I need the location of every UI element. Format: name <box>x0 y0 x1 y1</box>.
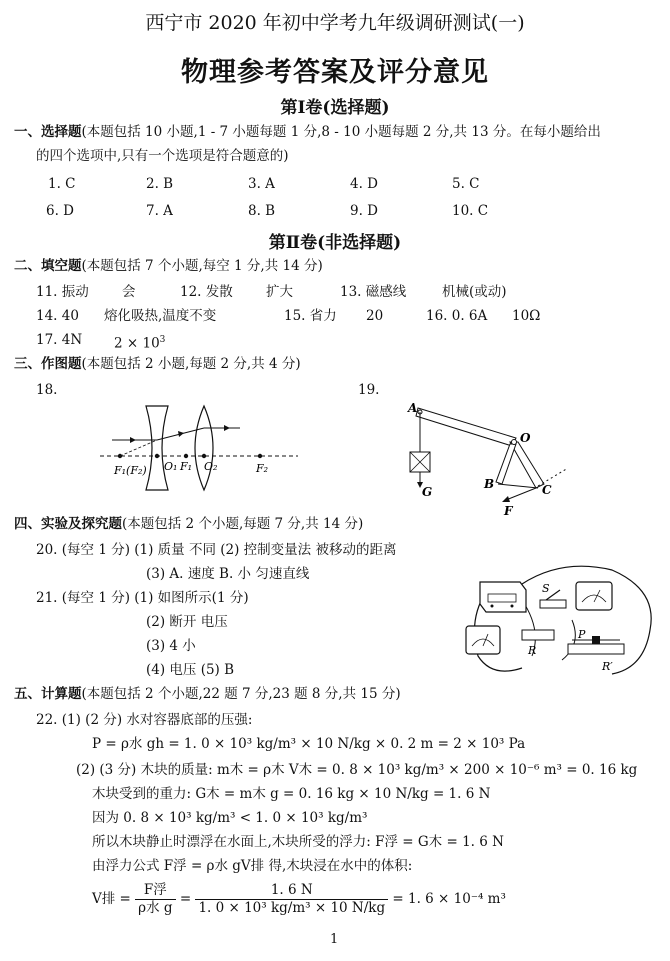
q19-label: 19. <box>358 382 380 398</box>
q22-line1: 22. (1) (2 分) 水对容器底部的压强: <box>36 712 253 728</box>
q22-line3: 木块受到的重力: G木 = m木 g = 0. 16 kg × 10 N/kg = 1. 6 N <box>92 786 491 802</box>
section3-desc <box>14 354 301 374</box>
formula2-den1: ρ水 g <box>138 900 173 916</box>
answer-1: 1. C <box>48 176 76 192</box>
label-o1: O₁ <box>164 460 178 473</box>
fill-r2-d: 20 <box>366 308 384 324</box>
q20-line1: 20. (每空 1 分) (1) 质量 不同 (2) 控制变量法 被移动的距离 <box>36 542 397 558</box>
fill-r1-a: 11. 振动 <box>36 284 89 300</box>
formula2-result: = 1. 6 × 10⁻⁴ m³ <box>392 891 506 907</box>
fill-r2-b: 熔化吸热,温度不变 <box>104 308 217 324</box>
circuit-label-s: S <box>542 582 550 595</box>
q22-line2: (2) (3 分) 木块的质量: m木 = ρ木 V木 = 0. 8 × 10³ kg/m³ × 200 × 10⁻⁶ m³ = 0. 16 kg <box>76 762 638 778</box>
part1-title: 第Ⅰ卷(选择题) <box>280 98 390 118</box>
q22-line4: 因为 0. 8 × 10³ kg/m³ < 1. 0 × 10³ kg/m³ <box>92 810 368 826</box>
circuit-figure <box>462 560 662 686</box>
answer-6: 6. D <box>46 203 74 219</box>
label-f2: F₂ <box>256 462 269 475</box>
answer-9: 9. D <box>350 203 378 219</box>
section4-desc <box>14 514 363 534</box>
section5-head: 五、计算题 <box>14 686 82 702</box>
lever-diagram-svg <box>398 398 578 518</box>
doc-title: 物理参考答案及评分意见 <box>181 57 489 88</box>
answer-7: 7. A <box>146 203 173 219</box>
answer-5: 5. C <box>452 176 480 192</box>
circuit-label-r: R <box>528 644 537 657</box>
formula2-num1: F浮 <box>135 882 175 900</box>
section3-desc-text: (本题包括 2 小题,每题 2 分,共 4 分) <box>81 356 301 372</box>
circuit-figure-svg <box>462 560 662 686</box>
fill-r2-f: 10Ω <box>512 308 541 324</box>
label-f1f2: F₁(F₂) <box>114 464 147 477</box>
lens-diagram-svg <box>100 398 300 498</box>
label-c: C <box>542 483 552 497</box>
formula2-eq: = <box>179 891 192 907</box>
section2-head: 二、填空题 <box>14 258 82 274</box>
fill-r3-b <box>114 330 165 354</box>
formula2-den2: 1. 0 × 10³ kg/m³ × 10 N/kg <box>198 900 386 916</box>
q22-formula1: P = ρ水 gh = 1. 0 × 10³ kg/m³ × 10 N/kg × 0. 2 m = 2 × 10³ Pa <box>92 736 526 752</box>
fill-r3-b-text: 2 × 10 <box>114 335 160 352</box>
fill-r2-e: 16. 0. 6A <box>426 308 488 324</box>
label-g: G <box>422 485 433 499</box>
fill-r1-b: 会 <box>122 284 136 300</box>
answer-2: 2. B <box>146 176 174 192</box>
lens-diagram <box>100 398 300 498</box>
fill-r1-f: 机械(或动) <box>442 284 507 300</box>
label-a: A <box>408 401 418 415</box>
q21-line2: (2) 断开 电压 <box>146 614 228 630</box>
section4-head: 四、实验及探究题 <box>14 516 122 532</box>
fill-r3-a: 17. 4N <box>36 332 83 348</box>
section1-desc-text: (本题包括 10 小题,1 - 7 小题每题 1 分,8 - 10 小题每题 2 分,共 13 分。在每小题给出 <box>81 124 601 140</box>
exam-title: 西宁市 2020 年初中学考九年级调研测试(一) <box>145 12 525 34</box>
section5-desc-text: (本题包括 2 个小题,22 题 7 分,23 题 8 分,共 15 分) <box>81 686 401 702</box>
section1-desc2: 的四个选项中,只有一个选项是符合题意的) <box>36 148 289 164</box>
q21-line4: (4) 电压 (5) B <box>146 662 235 678</box>
q20-line2: (3) A. 速度 B. 小 匀速直线 <box>146 566 310 582</box>
section2-desc-text: (本题包括 7 个小题,每空 1 分,共 14 分) <box>81 258 323 274</box>
label-f1: F₁ <box>180 460 193 473</box>
part2-title: 第Ⅱ卷(非选择题) <box>268 233 402 253</box>
section2-desc <box>14 256 323 276</box>
formula2-frac2 <box>195 882 388 917</box>
label-b: B <box>484 477 495 491</box>
section4-desc-text: (本题包括 2 个小题,每题 7 分,共 14 分) <box>122 516 364 532</box>
q21-line3: (3) 4 小 <box>146 638 196 654</box>
label-f: F <box>504 504 513 518</box>
q22-formula2 <box>92 882 506 917</box>
section5-desc <box>14 684 401 704</box>
circuit-label-rp: R′ <box>602 660 613 673</box>
q21-line1: 21. (每空 1 分) (1) 如图所示(1 分) <box>36 590 249 606</box>
q22-line6: 由浮力公式 F浮 = ρ水 gV排 得,木块浸在水中的体积: <box>92 858 413 874</box>
fill-r3-b-sup: 3 <box>159 335 166 345</box>
fill-r2-c: 15. 省力 <box>284 308 337 324</box>
answer-8: 8. B <box>248 203 276 219</box>
fill-r1-e: 13. 磁感线 <box>340 284 407 300</box>
lever-diagram <box>398 398 578 518</box>
formula2-lhs: V排 = <box>92 891 131 907</box>
section3-head: 三、作图题 <box>14 356 82 372</box>
formula2-frac1 <box>135 882 175 917</box>
fill-r1-c: 12. 发散 <box>180 284 233 300</box>
circuit-label-p: P <box>578 628 586 641</box>
fill-r1-d: 扩大 <box>266 284 293 300</box>
section1-head: 一、选择题 <box>14 124 82 140</box>
label-o: O <box>520 431 531 445</box>
label-o2: O₂ <box>204 460 218 473</box>
section1-desc <box>14 122 601 142</box>
q22-line5: 所以木块静止时漂浮在水面上,木块所受的浮力: F浮 = G木 = 1. 6 N <box>92 834 504 850</box>
page-number: 1 <box>330 932 339 947</box>
q18-label: 18. <box>36 382 58 398</box>
answer-10: 10. C <box>452 203 489 219</box>
fill-r2-a: 14. 40 <box>36 308 79 324</box>
answer-4: 4. D <box>350 176 378 192</box>
answer-3: 3. A <box>248 176 275 192</box>
formula2-num2: 1. 6 N <box>195 882 388 900</box>
